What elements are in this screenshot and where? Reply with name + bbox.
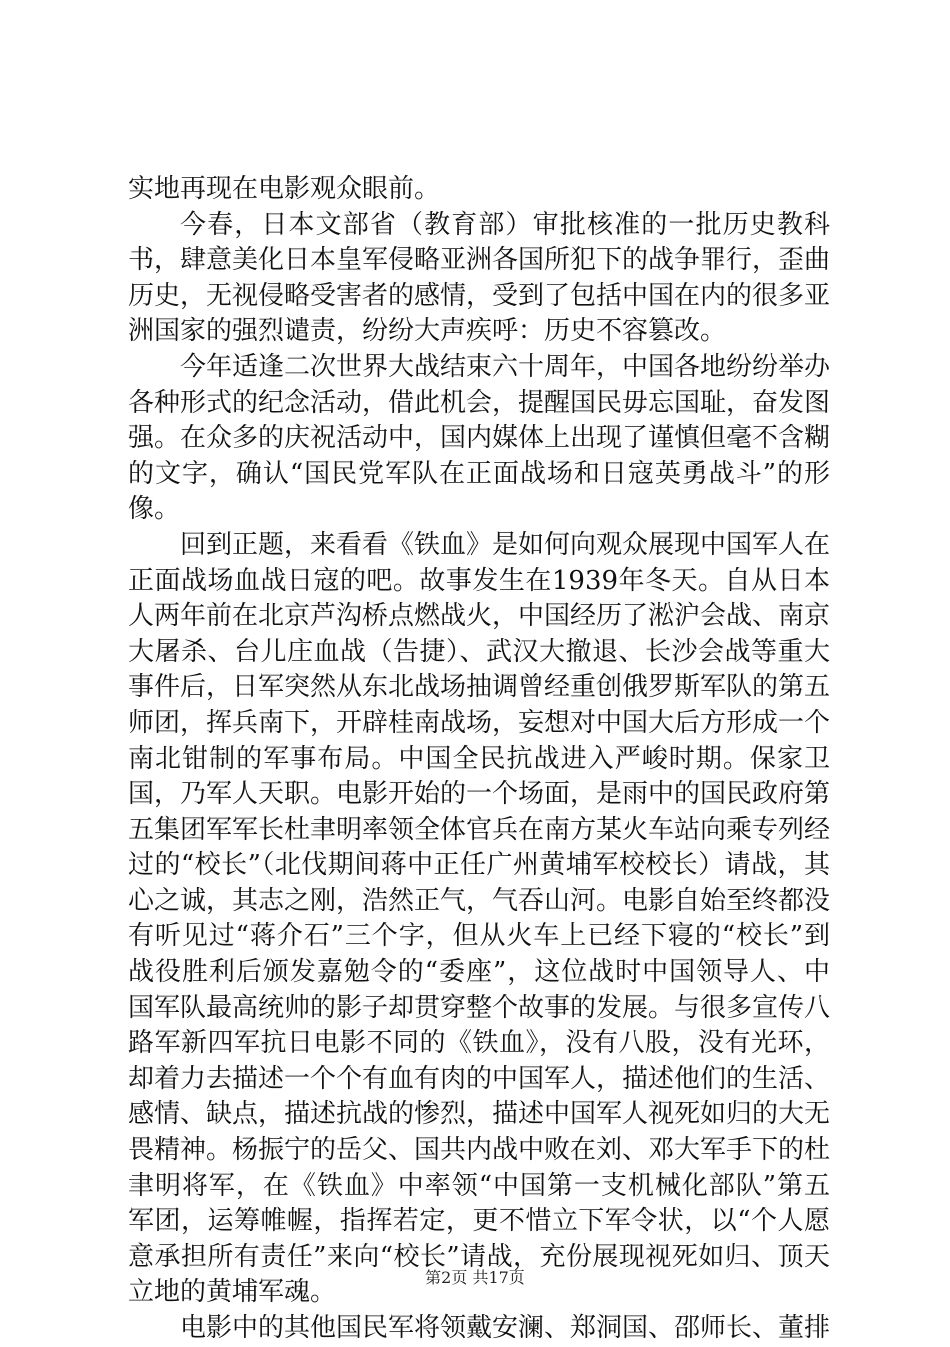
page-number-footer: 第2页 共17页 xyxy=(425,1268,525,1287)
paragraph-film-story: 回到正题，来看看《铁血》是如何向观众展现中国军人在正面战场血战日寇的吧。故事发生在1939年冬天。自从日本人两年前在北京芦沟桥点燃战火，中国经历了淞沪会战、南京大屠杀、台儿庄血战（告捷）、武汉大撤退、长沙会战等重大事件后，日军突然从东北战场抽调曾经重创俄罗斯军队的第五师团，挥兵南下，开辟桂南战场，妄想对中国大后方形成一个南北钳制的军事布局。中国全民抗战进入严峻时期。保家卫国，乃军人天职。电影开始的一个场面，是雨中的国民政府第五集团军军长杜聿明率领全体官兵在南方某火车站向乘专列经过的“校长”（北伐期间蒋中正任广州黄埔军校校长）请战，其心之诚，其志之刚，浩然正气，气吞山河。电影自始至终都没有听见过“蒋介石”三个字，但从火车上已经下寝的“校长”到战役胜利后颁发嘉勉令的“委座”，这位战时中国领导人、中国军队最高统帅的影子却贯穿整个故事的发展。与很多宣传八路军新四军抗日电影不同的《铁血》，没有八股，没有光环，却着力去描述一个个有血有肉的中国军人，描述他们的生活、感情、缺点，描述抗战的惨烈，描述中国军人视死如归的大无畏精神。杨振宁的岳父、国共内战中败在刘、邓大军手下的杜聿明将军，在《铁血》中率领“中国第一支机械化部队”第五军团，运筹帷幄，指挥若定，更不惜立下军令状，以“个人愿意承担所有责任”来向“校长”请战，充份展现视死如归、顶天立地的黄埔军魂。 xyxy=(128,529,831,1308)
paragraph-anniversary: 今年适逢二次世界大战结束六十周年，中国各地纷纷举办各种形式的纪念活动，借此机会，提醒国民毋忘国耻，奋发图强。在众多的庆祝活动中，国内媒体上出现了谨慎但毫不含糊的文字，确认“国民党军队在正面战场和日寇英勇战斗”的形像。 xyxy=(128,351,831,525)
paragraph-other-generals: 电影中的其他国民军将领戴安澜、郑洞国、邵师长、董排 xyxy=(180,1313,831,1343)
paragraph-continuation: 实地再现在电影观众眼前。 xyxy=(128,174,441,204)
article-body xyxy=(128,172,830,1347)
paragraph-textbook: 今春，日本文部省（教育部）审批核准的一批历史教科书，肆意美化日本皇军侵略亚洲各国所犯下的战争罪行，歪曲历史，无视侵略受害者的感情，受到了包括中国在内的很多亚洲国家的强烈谴责，纷纷大声疾呼：历史不容篡改。 xyxy=(128,209,831,347)
